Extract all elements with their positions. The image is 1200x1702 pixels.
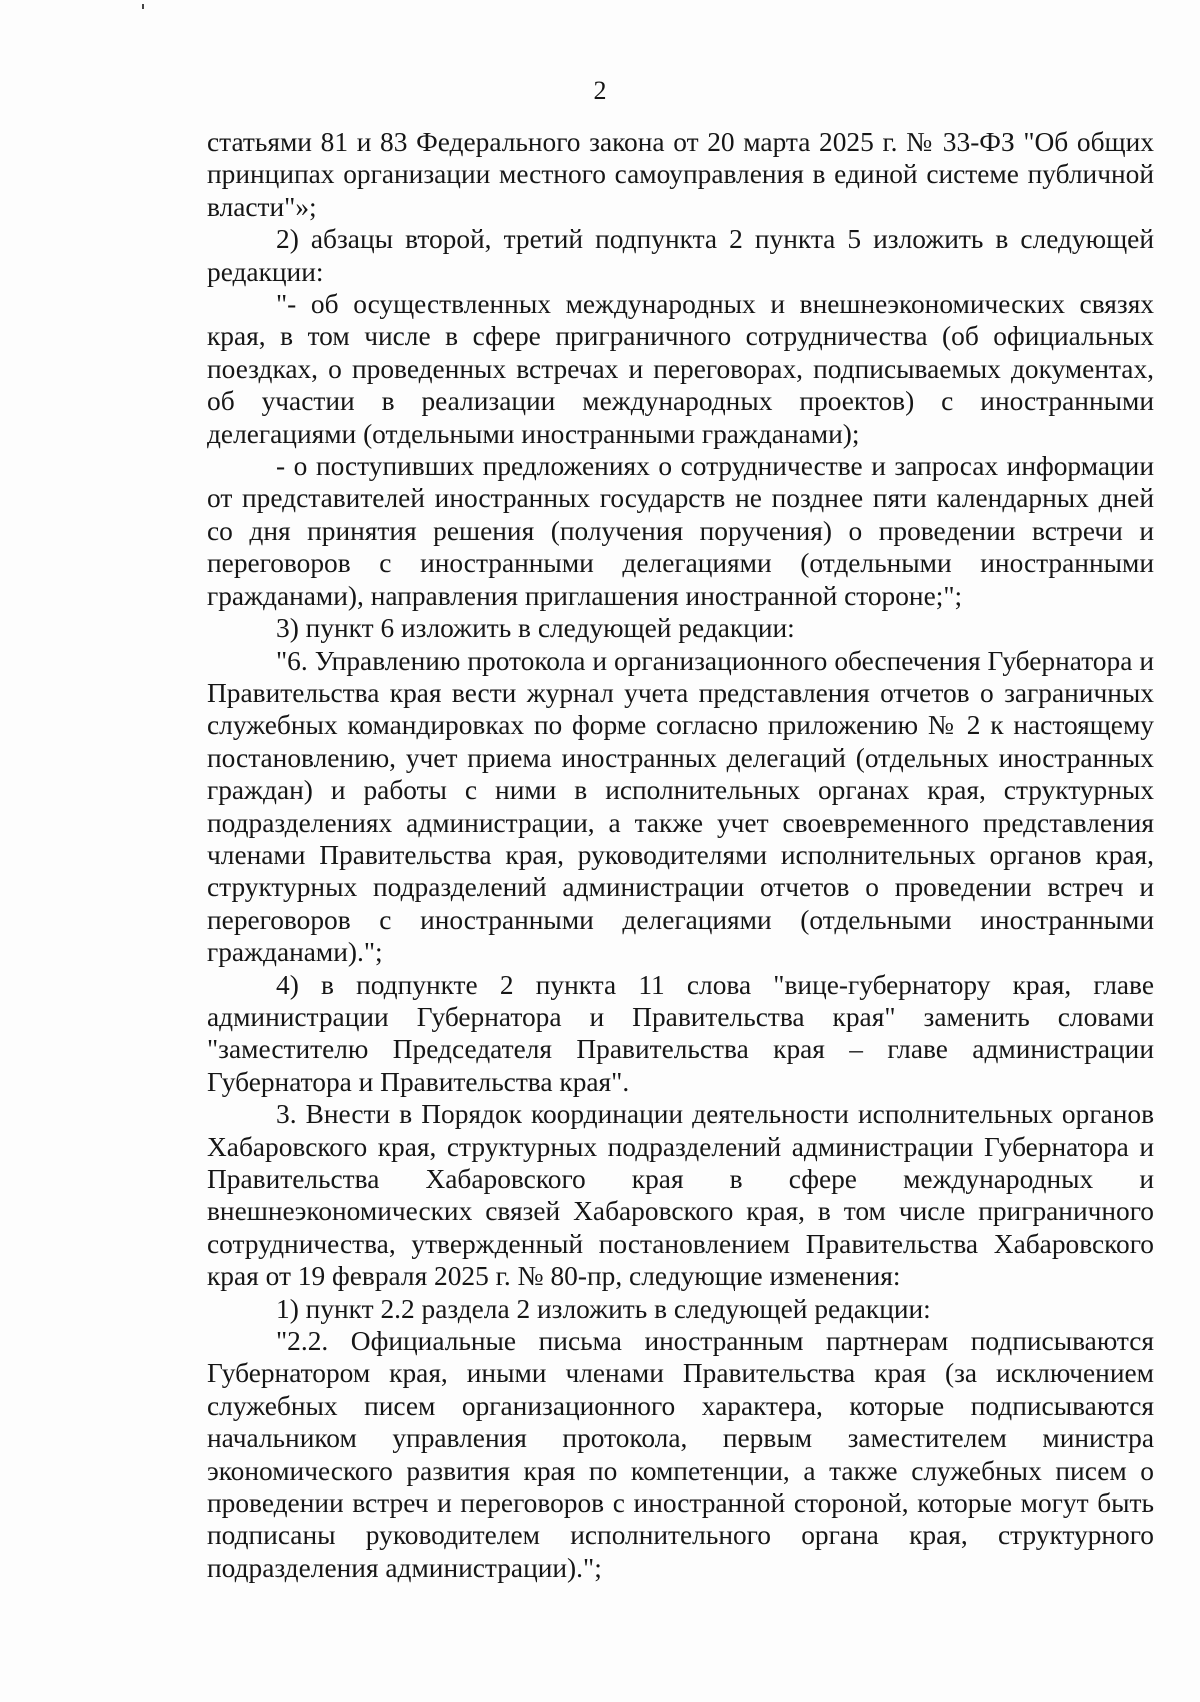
paragraph-quote-proposals: - о поступивших предложениях о сотрудничестве и запросах информации от представителей иностранных государств не позднее пяти календарных дней со дня принятия решения (получения поручения) о проведении встречи и переговоров с иностранными делегациями (отдельными иностранными гражданами), направления приглашения иностранной стороне;"; [207, 451, 1154, 611]
scan-speck [142, 4, 144, 9]
document-body [207, 126, 1154, 1584]
paragraph-item-4: 4) в подпункте 2 пункта 11 слова "вице-губернатору края, главе администрации Губернатора и Правительства края" заменить словами "заместителю Председателя Правительства края – главе администрации Губернатора и Правительства края". [207, 969, 1154, 1097]
paragraph-quote-international-ties: "- об осуществленных международных и внешнеэкономических связях края, в том числе в сфере приграничного сотрудничества (об официальных поездках, о проведенных встречах и переговорах, подписываемых документах, об участии в реализации международных проектов) с иностранными делегациями (отдельными иностранными гражданами); [207, 289, 1154, 449]
paragraph-subitem-1: 1) пункт 2.2 раздела 2 изложить в следующей редакции: [276, 1293, 931, 1324]
paragraph-quote-2-2: "2.2. Официальные письма иностранным партнерам подписываются Губернатором края, иными членами Правительства края (за исключением служебных писем организационного характера, которые подписываются начальником управления протокола, первым заместителем министра экономического развития края по компетенции, а также служебных писем о проведении встреч и переговоров с иностранной стороной, которые могут быть подписаны руководителем исполнительного органа края, структурного подразделения администрации)."; [207, 1326, 1154, 1583]
paragraph-continuation: статьями 81 и 83 Федерального закона от 20 марта 2025 г. № 33-ФЗ "Об общих принципах организации местного самоуправления в единой системе публичной власти"»; [207, 127, 1154, 222]
paragraph-quote-point-6: "6. Управлению протокола и организационного обеспечения Губернатора и Правительства края вести журнал учета представления отчетов о заграничных служебных командировках по форме согласно приложению № 2 к настоящему постановлению, учет приема иностранных делегаций (отдельных иностранных граждан) и работы с ними в исполнительных органах края, структурных подразделениях администрации, а также учет своевременного представления членами Правительства края, руководителями исполнительных органов края, структурных подразделений администрации отчетов о проведении встреч и переговоров с иностранными делегациями (отдельными иностранными гражданами)."; [207, 645, 1154, 968]
paragraph-item-3: 3) пункт 6 изложить в следующей редакции: [276, 613, 795, 644]
paragraph-item-2: 2) абзацы второй, третий подпункта 2 пункта 5 изложить в следующей редакции: [207, 224, 1154, 287]
paragraph-section-3: 3. Внести в Порядок координации деятельности исполнительных органов Хабаровского края, структурных подразделений администрации Губернатора и Правительства Хабаровского края в сфере международных и внешнеэкономических связей Хабаровского края, в том числе приграничного сотрудничества, утвержденный постановлением Правительства Хабаровского края от 19 февраля 2025 г. № 80-пр, следующие изменения: [207, 1099, 1154, 1292]
page-number: 2 [593, 76, 607, 105]
